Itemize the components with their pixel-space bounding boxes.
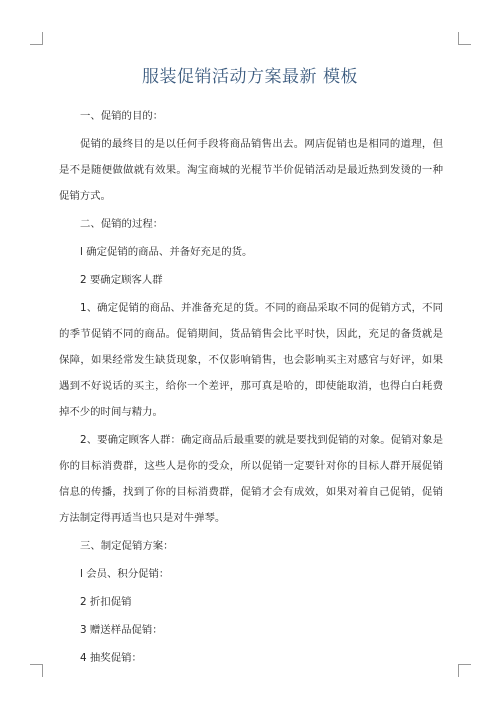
crop-mark-bottom-left — [30, 664, 43, 677]
list-item: 3 赠送样品促销： — [80, 624, 163, 636]
list-item: 2 要确定顾客人群 — [80, 274, 163, 286]
heading-purpose: 一、促销的目的： — [80, 110, 164, 122]
list-item: 4 抽奖促销： — [80, 652, 142, 664]
paragraph-products: 1、确定促销的商品、并准备充足的货。不同的商品采取不同的促销方式，不同的季节促销不同的商品。促销期间，货品销售会比平时快，因此，充足的备货就是保障，如果经常发生缺货现象，不仅影响销售，也会影响买主对感官与好评，如果遇到不好说话的买主，给你一个差评，那可真是哈的，即使能取消，也得白白耗费掉不少的时间与精力。 — [59, 302, 443, 418]
document-body — [59, 103, 443, 671]
paragraph-purpose: 促销的最终目的是以任何手段将商品销售出去。网店促销也是相同的道理，但是不是随便做做就有效果。淘宝商城的光棍节半价促销活动是最近热到发烫的一种促销方式。 — [59, 138, 443, 202]
crop-mark-top-left — [30, 32, 43, 45]
list-item: l 确定促销的商品、并备好充足的货。 — [80, 246, 253, 258]
heading-plan: 三、制定促销方案： — [80, 540, 174, 552]
crop-mark-top-right — [458, 32, 471, 45]
list-item: l 会员、积分促销： — [80, 568, 170, 580]
paragraph-customers: 2、要确定顾客人群：确定商品后最重要的就是要找到促销的对象。促销对象是你的目标消费群，这些人是你的受众，所以促销一定要针对你的目标人群开展促销信息的传播，找到了你的目标消费群，促销才会有成效，如果对着自己促销，促销方法制定得再适当也只是对牛弹琴。 — [59, 434, 443, 524]
document-title: 服装促销活动方案最新 模板 — [142, 67, 358, 87]
heading-process: 二、促销的过程： — [80, 218, 164, 230]
crop-mark-bottom-right — [458, 664, 471, 677]
list-item: 2 折扣促销 — [80, 596, 132, 608]
